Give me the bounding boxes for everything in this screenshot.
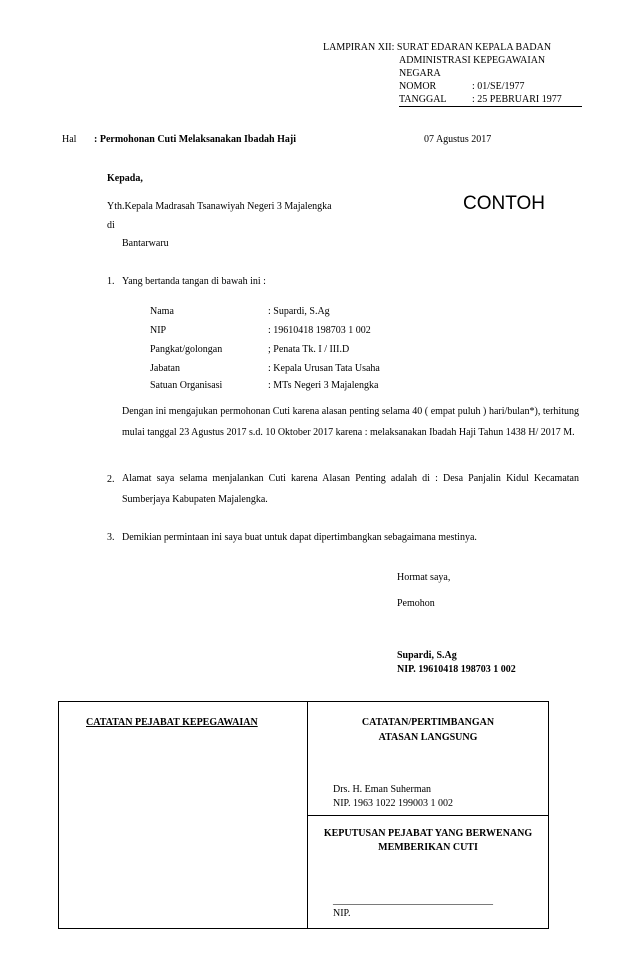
catatan-kepegawaian-header: CATATAN PEJABAT KEPEGAWAIAN bbox=[86, 717, 258, 728]
lampiran-line1: LAMPIRAN XII: SURAT EDARAN KEPALA BADAN bbox=[323, 42, 552, 53]
contoh-watermark: CONTOH bbox=[463, 193, 545, 214]
pemohon-label: Pemohon bbox=[397, 598, 435, 609]
lampiran-line2: ADMINISTRASI KEPEGAWAIAN bbox=[399, 55, 546, 66]
item1-number: 1. bbox=[107, 276, 115, 287]
recipient-di: di bbox=[107, 220, 115, 231]
atasan-name: Drs. H. Eman Suherman bbox=[333, 784, 432, 795]
field-value: : Kepala Urusan Tata Usaha bbox=[268, 363, 380, 374]
letter-date: 07 Agustus 2017 bbox=[424, 134, 492, 145]
item1-paragraph: Dengan ini mengajukan permohonan Cuti karena alasan penting selama 40 ( empat puluh ) hari/bulan*), terhitung mulai tanggal 23 Agustus 2017 s.d. 10 Oktober 2017 karena : melaksanakan Ibadah Haji Tahun 1438 H/ 2017 M. bbox=[122, 406, 579, 438]
atasan-header-line2: ATASAN LANGSUNG bbox=[378, 732, 478, 743]
item2-number: 2. bbox=[107, 474, 115, 485]
signer-name: Supardi, S.Ag bbox=[397, 650, 457, 661]
recipient-title: Yth.Kepala Madrasah Tsanawiyah Negeri 3 Majalengka bbox=[107, 201, 332, 212]
right-cell-divider bbox=[307, 815, 548, 816]
keputusan-header-line2: MEMBERIKAN CUTI bbox=[378, 842, 478, 853]
kepada-label: Kepada, bbox=[107, 173, 143, 184]
hal-label: Hal bbox=[62, 134, 77, 145]
item3-number: 3. bbox=[107, 532, 115, 543]
field-label: NIP bbox=[150, 325, 167, 336]
field-value: ; Penata Tk. I / III.D bbox=[268, 344, 350, 355]
item2-text: Alamat saya selama menjalankan Cuti karena Alasan Penting adalah di : Desa Panjalin Kidul Kecamatan Sumberjaya Kabupaten Majalengka. bbox=[122, 473, 579, 505]
tanggal-underline bbox=[399, 106, 582, 107]
nomor-value: : 01/SE/1977 bbox=[472, 81, 525, 92]
field-label: Jabatan bbox=[150, 363, 180, 374]
hal-subject: : Permohonan Cuti Melaksanakan Ibadah Haji bbox=[94, 134, 296, 145]
field-value: : 19610418 198703 1 002 bbox=[268, 325, 371, 336]
atasan-nip: NIP. 1963 1022 199003 1 002 bbox=[333, 798, 454, 809]
tanggal-value: : 25 PEBRUARI 1977 bbox=[472, 94, 562, 105]
item1-intro: Yang bertanda tangan di bawah ini : bbox=[122, 276, 266, 287]
pejabat-signature-line: ________________________________ bbox=[333, 895, 493, 906]
item3-text: Demikian permintaan ini saya buat untuk dapat dipertimbangkan sebagaimana mestinya. bbox=[122, 532, 477, 543]
signer-nip: NIP. 19610418 198703 1 002 bbox=[397, 664, 516, 675]
field-label: Satuan Organisasi bbox=[150, 380, 223, 391]
field-label: Pangkat/golongan bbox=[150, 344, 223, 355]
keputusan-header-line1: KEPUTUSAN PEJABAT YANG BERWENANG bbox=[323, 828, 533, 839]
lampiran-line3: NEGARA bbox=[399, 68, 441, 79]
recipient-place: Bantarwaru bbox=[122, 238, 169, 249]
tanggal-label: TANGGAL bbox=[399, 94, 447, 105]
pejabat-nip: NIP. bbox=[333, 908, 351, 919]
atasan-header-line1: CATATAN/PERTIMBANGAN bbox=[361, 717, 495, 728]
field-value: : Supardi, S.Ag bbox=[268, 306, 330, 317]
field-value: : MTs Negeri 3 Majalengka bbox=[268, 380, 379, 391]
nomor-label: NOMOR bbox=[399, 81, 437, 92]
field-label: Nama bbox=[150, 306, 174, 317]
hormat-saya: Hormat saya, bbox=[397, 572, 451, 583]
